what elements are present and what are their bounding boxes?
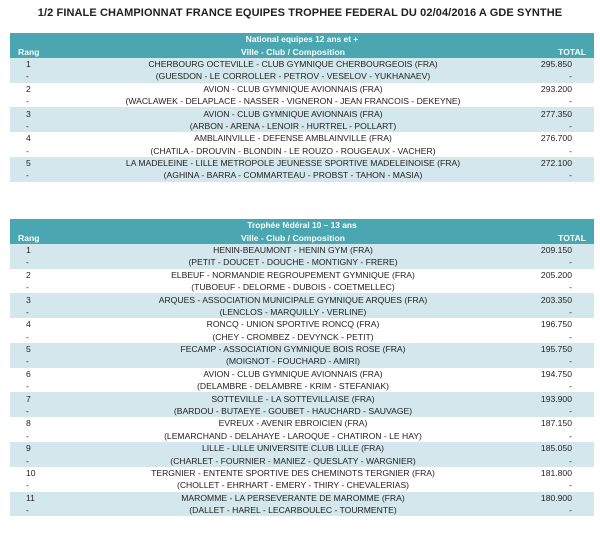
total-cell: 193.900 [524,392,594,404]
total-cell: - [524,405,594,417]
total-cell: - [524,120,594,132]
column-header-total: TOTAL [524,231,594,243]
total-cell: 295.850 [524,58,594,70]
total-cell: 194.750 [540,368,572,379]
table-row [10,244,594,256]
table-row [10,120,594,132]
total-cell: 276.700 [540,133,572,144]
rank-cell: 7 [10,392,62,404]
column-header-total: TOTAL [524,45,594,57]
club-cell: AVION - CLUB GYMNIQUE AVIONNAIS (FRA) [62,107,524,119]
rank-cell: 4 [26,133,31,144]
total-cell: - [569,96,572,107]
column-header-name: Ville - Club / Composition [62,231,524,243]
club-cell: (PETIT - DOUCET - DOUCHE - MONTIGNY - FRERE) [62,256,524,268]
total-cell: - [569,430,572,441]
club-cell: (MOIGNOT - FOUCHARD - AMIRI) [62,355,524,367]
table-row [10,343,594,355]
rank-cell: - [10,70,62,82]
total-cell: - [524,70,594,82]
rank-cell: - [10,355,62,367]
rank-cell: 6 [26,368,31,379]
club-cell: HENIN-BEAUMONT - HENIN GYM (FRA) [62,244,524,256]
club-cell: RONCQ - UNION SPORTIVE RONCQ (FRA) [206,319,380,330]
club-cell: (AGHINA - BARRA - COMMARTEAU - PROBST - TAHON - MASIA) [62,169,524,181]
club-cell: (TUBOEUF - DELORME - DUBOIS - COETMELLEC) [191,282,395,293]
rank-cell: - [10,504,62,516]
rank-cell: 10 [26,468,36,478]
club-cell: SOTTEVILLE - LA SOTTEVILLAISE (FRA) [62,392,524,404]
club-cell: AVION - CLUB GYMNIQUE AVIONNAIS (FRA) [203,83,383,94]
rank-cell: - [26,480,29,491]
club-cell: FECAMP - ASSOCIATION GYMNIQUE BOIS ROSE (FRA) [62,343,524,355]
rank-cell: - [10,120,62,132]
total-cell: 277.350 [524,107,594,119]
club-cell: (CHOLLET - EHRHART - EMERY - THIRY - CHEVALERIAS) [176,480,410,491]
rank-cell: 2 [26,83,31,94]
rank-cell: - [26,96,29,107]
table-row [10,318,594,330]
rank-cell: 11 [10,492,62,504]
total-cell: 272.100 [524,157,594,169]
table-row [10,392,594,404]
table-row [10,256,594,268]
table-row [10,169,594,181]
table-row [10,95,594,107]
total-cell: - [569,331,572,342]
table-row [10,442,594,454]
rank-cell: 2 [26,269,31,280]
table-row [10,281,594,293]
club-cell: (DELAMBRE - DELAMBRE - KRIM - STEFANIAK) [197,381,389,392]
club-cell: AMBLAINVILLE - DEFENSE AMBLAINVILLE (FRA) [194,133,392,144]
table-row [10,132,594,144]
rank-cell: 4 [26,319,31,330]
rank-cell: - [26,145,29,156]
table-row [10,380,594,392]
section-title: National equipes 12 ans et + [10,33,594,45]
total-cell: 205.200 [540,269,572,280]
total-cell: 195.750 [524,343,594,355]
club-cell: ARQUES - ASSOCIATION MUNICIPALE GYMNIQUE ARQUES (FRA) [62,293,524,305]
table-row [10,70,594,82]
rank-cell: 1 [10,244,62,256]
table-row [10,293,594,305]
total-cell: 180.900 [524,492,594,504]
total-cell: - [524,355,594,367]
total-cell: - [524,504,594,516]
club-cell: (CHARLET - FOURNIER - MANIEZ - QUESLATY - WARGNIER) [62,454,524,466]
table-row [10,83,594,95]
total-cell: - [569,282,572,293]
club-cell: (GUESDON - LE CORROLLER - PETROV - VESELOV - YUKHANAEV) [62,70,524,82]
club-cell: LA MADELEINE - LILLE METROPOLE JEUNESSE SPORTIVE MADELEINOISE (FRA) [62,157,524,169]
table-row [10,417,594,429]
section-title: Trophée fédéral 10 – 13 ans [10,219,594,231]
column-header-rank: Rang [10,45,62,57]
table-row [10,306,594,318]
rank-cell: - [26,331,29,342]
total-cell: 293.200 [540,83,572,94]
club-cell: (ARBON - ARENA - LENOIR - HURTREL - POLLART) [62,120,524,132]
table-row [10,454,594,466]
rank-cell: 1 [10,58,62,70]
club-cell: (WACLAWEK - DELAPLACE - NASSER - VIGNERON - JEAN FRANCOIS - DEKEYNE) [125,96,461,107]
total-cell: 187.150 [540,418,572,429]
club-cell: AVION - CLUB GYMNIQUE AVIONNAIS (FRA) [203,368,383,379]
results-table-trophee [10,219,594,516]
rank-cell: - [26,282,29,293]
table-row [10,479,594,491]
total-cell: - [524,169,594,181]
rank-cell: - [26,381,29,392]
table-row [10,269,594,281]
club-cell: CHERBOURG OCTEVILLE - CLUB GYMNIQUE CHERBOURGEOIS (FRA) [62,58,524,70]
total-cell: - [524,256,594,268]
rank-cell: - [10,454,62,466]
club-cell: (LEMARCHAND - DELAHAYE - LAROQUE - CHATIRON - LE HAY) [164,430,422,441]
total-cell: - [569,381,572,392]
rank-cell: 5 [10,157,62,169]
total-cell: 181.800 [540,468,572,478]
rank-cell: 3 [10,107,62,119]
table-row [10,368,594,380]
total-cell: - [569,480,572,491]
rank-cell: - [10,169,62,181]
total-cell: - [524,454,594,466]
results-table-national [10,33,594,182]
rank-cell: - [10,405,62,417]
column-header-rank: Rang [10,231,62,243]
table-row [10,430,594,442]
club-cell: LILLE - LILLE UNIVERSITE CLUB LILLE (FRA) [62,442,524,454]
club-cell: (BARDOU - BUTAEYE - GOUBET - HAUCHARD - SAUVAGE) [62,405,524,417]
table-row [10,467,594,479]
club-cell: (DALLET - HAREL - LECARBOULEC - TOURMENTE) [62,504,524,516]
rank-cell: 9 [10,442,62,454]
rank-cell: - [10,306,62,318]
column-header-name: Ville - Club / Composition [62,45,524,57]
club-cell: EVREUX - AVENIR EBROICIEN (FRA) [218,418,368,429]
total-cell: - [569,145,572,156]
total-cell: 196.750 [540,319,572,330]
club-cell: (CHATILA - DROUVIN - BLONDIN - LE ROUZO - ROUGEAUX - VACHER) [150,145,436,156]
club-cell: (CHEY - CROMBEZ - DEVYNCK - PETIT) [212,331,374,342]
table-row [10,405,594,417]
table-row [10,157,594,169]
page-title: 1/2 FINALE CHAMPIONNAT FRANCE EQUIPES TROPHEE FEDERAL DU 02/04/2016 A GDE SYNTHE [37,7,563,19]
table-row [10,355,594,367]
total-cell: 203.350 [524,293,594,305]
club-cell: (LENCLOS - MARQUILLY - VERLINE) [62,306,524,318]
table-row [10,504,594,516]
club-cell: MAROMME - LA PERSEVERANTE DE MAROMME (FRA) [62,492,524,504]
table-row [10,107,594,119]
table-row [10,58,594,70]
rank-cell: - [10,256,62,268]
total-cell: - [524,306,594,318]
rank-cell: - [26,430,29,441]
rank-cell: 3 [10,293,62,305]
rank-cell: 5 [10,343,62,355]
table-row [10,492,594,504]
total-cell: 185.050 [524,442,594,454]
table-row [10,331,594,343]
total-cell: 209.150 [524,244,594,256]
club-cell: ELBEUF - NORMANDIE REGROUPEMENT GYMNIQUE (FRA) [171,269,415,280]
table-row [10,145,594,157]
club-cell: TERGNIER - ENTENTE SPORTIVE DES CHEMINOTS TERGNIER (FRA) [151,468,435,478]
rank-cell: 8 [26,418,31,429]
